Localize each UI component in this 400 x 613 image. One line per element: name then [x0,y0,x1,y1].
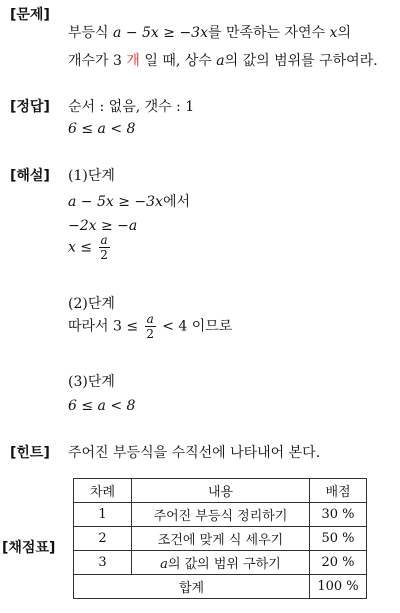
table-header-cell: 배점 [310,479,367,503]
problem-variable-x: x [329,25,338,41]
hint-text: 주어진 부등식을 수직선에 나타내어 본다. [68,445,321,461]
step-3-heading: (3)단계 [68,374,115,390]
problem-text: 의 [337,25,351,41]
answer-line-1: 순서 : 없음, 갯수 : 1 [68,99,195,115]
table-cell-variable: a [160,557,168,572]
fraction-numerator: a [100,233,108,247]
table-total-label: 합계 [74,575,310,599]
fraction-numerator: a [146,312,154,326]
problem-line-1 [68,22,351,42]
table-header-row [74,479,367,503]
solution-label: [해설] [10,168,50,184]
table-row [74,503,367,527]
step-2-line-1 [68,313,232,340]
table-cell: 1 [74,503,132,527]
problem-text: 부등식 [68,25,114,41]
fraction-a-over-2 [145,313,156,340]
table-total-row [74,575,367,599]
problem-highlight: 개 [126,53,140,69]
step-2-text: < 4 이므로 [162,318,233,335]
fraction-denominator: 2 [100,248,108,262]
step-1-line-2: −2x ≥ −a [68,218,138,234]
table-row [74,527,367,551]
table-cell: 조건에 맞게 식 세우기 [132,527,310,551]
answer-line-2: 6 ≤ a < 8 [68,121,136,137]
problem-text: 일 때, 상수 [139,53,217,69]
step-1-line-1 [68,191,190,211]
table-cell-text: 의 값의 범위 구하기 [167,557,281,572]
table-cell: 3 [74,551,132,575]
table-header-cell: 내용 [132,479,310,503]
table-header-cell: 차례 [74,479,132,503]
step-1-line-3 [68,234,112,261]
step-1-heading: (1)단계 [68,168,115,184]
table-total-value: 100 % [310,575,367,599]
table-cell: 20 % [310,551,367,575]
step-1-expression: a − 5x ≥ −3x [68,194,163,210]
table-cell: 2 [74,527,132,551]
scoring-table [73,478,367,599]
table-cell: 주어진 부등식 정리하기 [132,503,310,527]
step-2-text: 따라서 3 ≤ [68,318,139,335]
table-row [74,551,367,575]
step-2-heading: (2)단계 [68,296,115,312]
scoring-label: [채점표] [2,540,56,556]
problem-text: 개수가 3 [68,53,127,69]
answer-label: [정답] [10,99,50,115]
table-cell: 30 % [310,503,367,527]
problem-text: 의 값의 범위를 구하여라. [224,53,378,69]
problem-label: [문제] [10,7,50,23]
table-cell: 50 % [310,527,367,551]
problem-text: 를 만족하는 자연수 [207,25,330,41]
fraction-a-over-2 [99,234,110,261]
table-cell [132,551,310,575]
step-3-line-1: 6 ≤ a < 8 [68,398,136,414]
problem-inequality: a − 5x ≥ −3x [113,25,208,41]
step-1-line-3-left: x ≤ [68,239,93,256]
step-1-text: 에서 [162,194,191,210]
problem-variable-a: a [216,53,225,69]
fraction-denominator: 2 [146,327,154,341]
problem-line-2 [68,50,378,70]
hint-label: [힌트] [10,445,50,461]
